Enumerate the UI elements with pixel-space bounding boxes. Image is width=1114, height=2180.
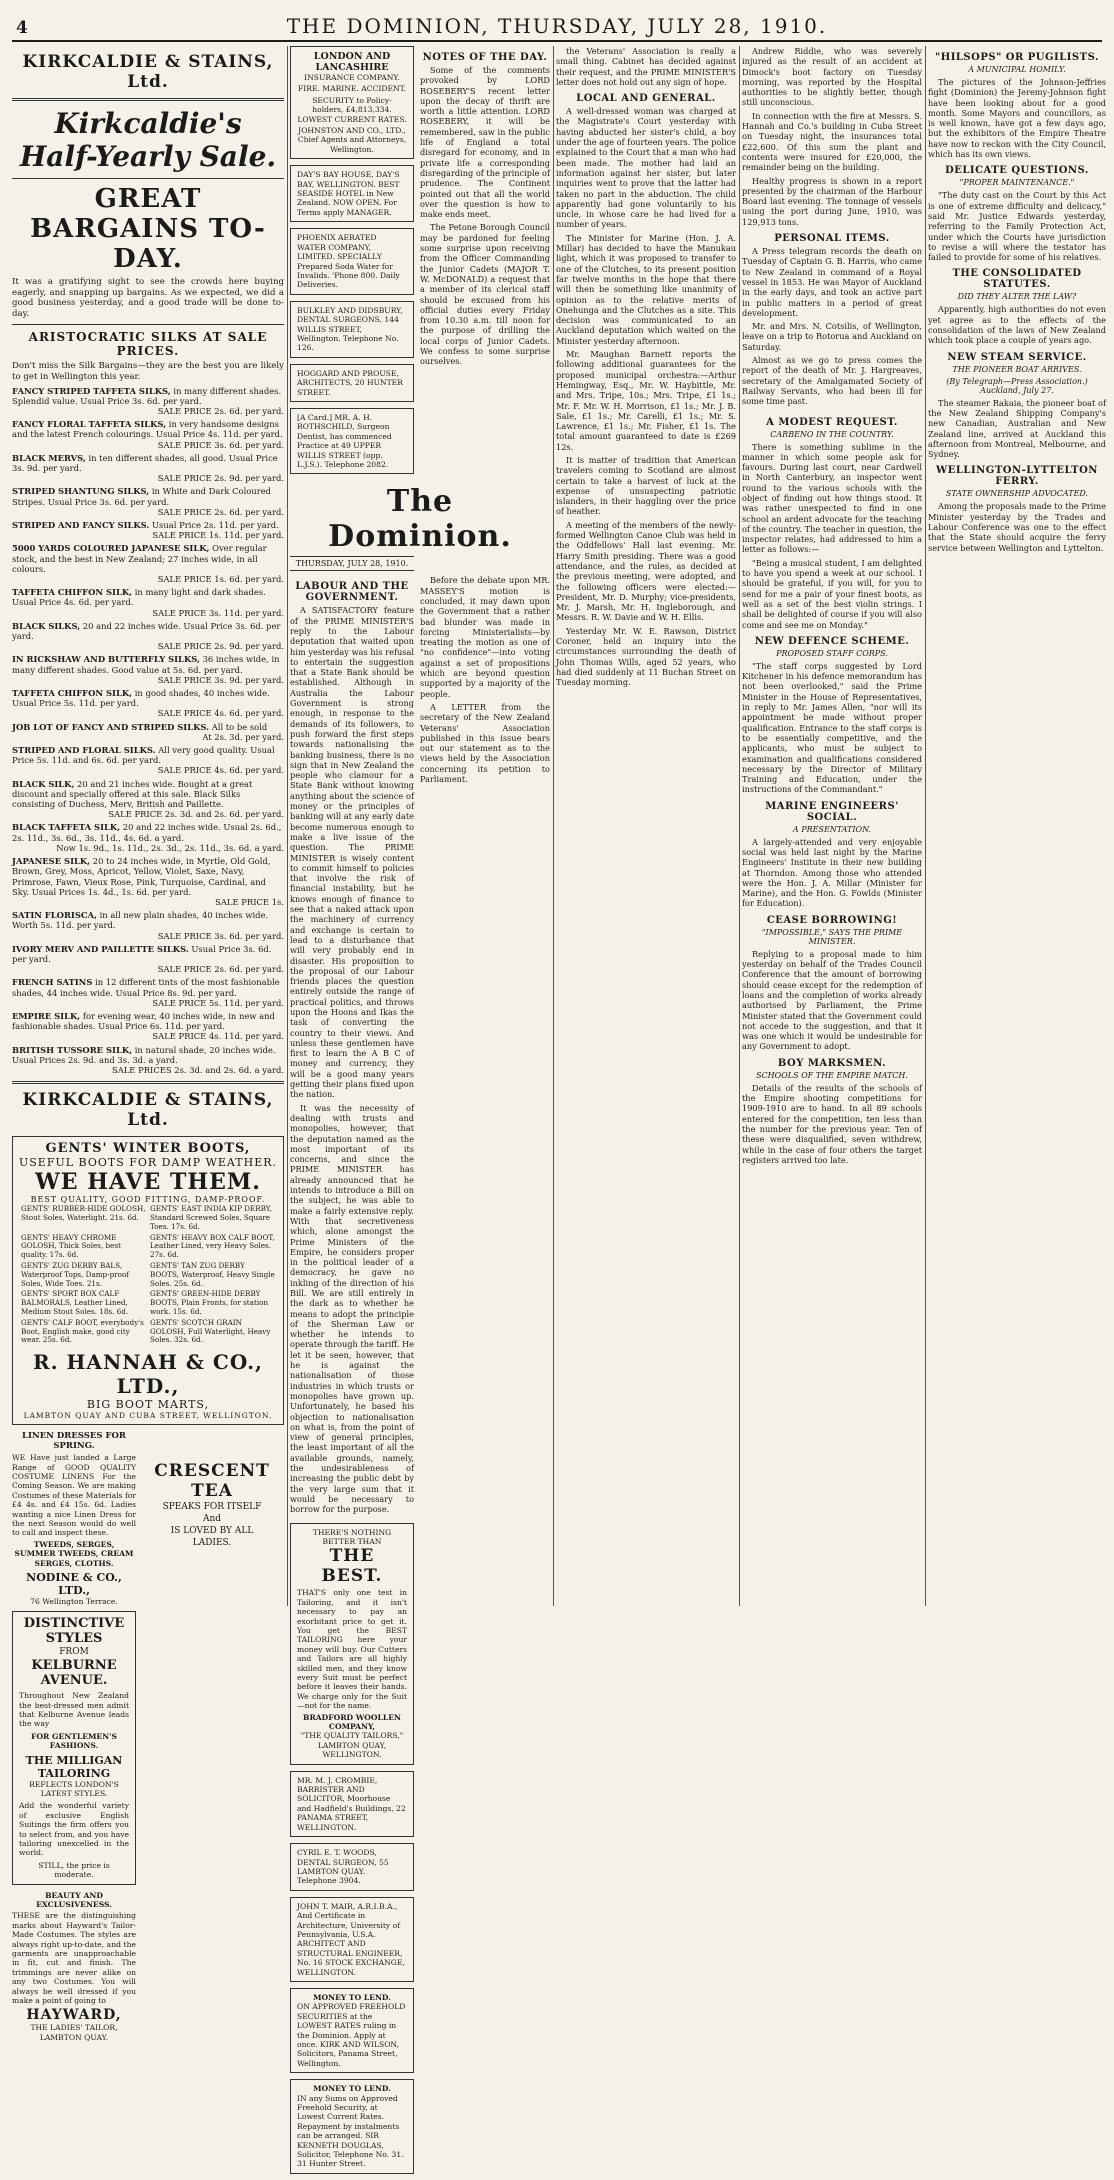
kelburne-advertisement <box>12 1611 136 1885</box>
silk-item <box>12 654 284 685</box>
modest-text-2: "Being a musical student, I am delighted to have you spend a week at our school. I should be grateful, if you will, for you to send for me a pair of your finest boots, as well as a set of the best violin strings. I shall be delighted of course if you will also come and see me on Monday." <box>742 557 922 630</box>
silk-item-description: 20 and 22 inches wide. Usual 2s. 6d., 2s. 11d., 3s. 6d., 3s. 11d., 4s. 6d. a yard. <box>12 822 282 843</box>
hilsops-text: The pictures of the Johnson-Jeffries fight (Dominion) the Jeremy-Johnson fight have been looking about for a good month. Some Mayors and councillors, as is well known, have got a few days ago, but the exhibitors of the Empire Theatre have now to reckon with the City Council, which has its own views. <box>928 77 1106 160</box>
bradford-advertisement <box>290 1523 414 1765</box>
silk-item <box>12 1045 284 1076</box>
silk-item <box>12 856 284 907</box>
woods-advertisement: CYRIL E. T. WOODS, DENTAL SURGEON, 55 LAMBTON QUAY. Telephone 3904. <box>290 1843 414 1891</box>
notes-of-the-day <box>420 46 550 480</box>
silks-section-title: ARISTOCRATIC SILKS AT SALE PRICES. <box>28 330 268 359</box>
bradford-line-1: THERE'S NOTHING BETTER THAN <box>312 1527 392 1546</box>
silk-item <box>12 419 284 450</box>
boots-cell: GENTS' SPORT BOX CALF BALMORALS, Leather Lined, Medium Stout Soles. 18s. 6d. <box>21 1289 129 1316</box>
boots-table <box>19 1204 277 1346</box>
bradford-address: LAMBTON QUAY, WELLINGTON. <box>317 1740 387 1760</box>
silk-item-name: TAFFETA CHIFFON SILK, <box>12 587 133 598</box>
boots-cell: GENTS' EAST INDIA KIP DERBY, Standard Screwed Soles, Square Toes. 17s. 6d. <box>150 1204 272 1231</box>
notes-continued <box>420 575 550 2179</box>
silk-item <box>12 745 284 776</box>
boots-row <box>19 1204 277 1232</box>
hayward-advertisement <box>12 1891 136 2043</box>
silk-item-name: IVORY MERV AND PAILLETTE SILKS. <box>12 943 189 954</box>
hilsops-subtitle: A MUNICIPAL HOMILY. <box>968 65 1066 74</box>
hayward-text: THESE are the distinguishing marks about Hayward's Tailor-Made Costumes. The styles are always right up-to-date, and the garments are unapproachable in fit, cut and finish. The trimmings are never alike on any two Costumes. You will always be well dressed if you make a point of going to <box>12 1911 136 2006</box>
lead-text-2: It was the necessity of dealing with trusts and monopolies, however, that the deputation named as the most important of its concerns, and since the PRIME MINISTER has already announced that he intends to introduce a Bill on the subject, he was able to make a fairly extensive reply. With that secretiveness which, alone amongst the Prime Ministers of the Empire, he considers proper in the political leader of a democracy, he gave no inkling of the direction of his Bill. We are still entirely in the dark as to whether he means to adopt the principle of the Sherman Law or whether he intends to operate through the tariff. He let it be seen, however, that he is against the nationalisation of those industries in which trusts or monopolies have grown up. Unfortunately, he based his objection to nationalisation on what is, from the point of view of general principles, the least important of all the available grounds, namely, the undesirableness of increasing the public debt by the very large sum that it would be necessary to borrow for the purpose. <box>290 1102 414 1515</box>
boots-row <box>19 1289 277 1317</box>
silk-item-price: SALE PRICE 2s. 9d. per yard. <box>157 641 284 652</box>
kelburne-line-4: KELBURNE <box>31 1658 117 1674</box>
notes-text-4: A LETTER from the secretary of the New Zealand Veterans' Association published in this issue bears out our statement as to the views held by the Association concerning its petition to Parliament. <box>420 701 550 785</box>
small-ads-left <box>290 46 414 480</box>
boots-row <box>19 1318 277 1346</box>
column-rule <box>739 46 740 1606</box>
crescent-tea-advertisement <box>142 1461 282 1549</box>
silk-item <box>12 722 284 742</box>
silk-item-name: 5000 YARDS COLOURED JAPANESE SILK, <box>12 543 210 554</box>
insurance-security: SECURITY to Policy-holders, £4,813,334. <box>312 95 392 115</box>
masthead <box>12 8 1102 42</box>
silk-item-list <box>12 386 284 1076</box>
silk-item <box>12 977 284 1008</box>
statutes-subtitle: DID THEY ALTER THE LAW? <box>957 292 1077 302</box>
silk-item-name: BLACK TAFFETA SILK, <box>12 822 121 833</box>
silk-item-name: BLACK MERVS, <box>12 452 86 463</box>
kelburne-line-1: DISTINCTIVE <box>23 1616 125 1632</box>
silk-item-description: in all new plain shades, 40 inches wide. Worth 5s. 11d. per yard. <box>12 910 269 931</box>
silk-item-description: in very handsome designs and the latest French colourings. Usual Price 4s. 11d. per yard. <box>12 419 283 440</box>
silk-item-description: in many light and dark shades. Usual Price 4s. 6d. per yard. <box>12 587 266 608</box>
lead-text-1: A SATISFACTORY feature of the PRIME MINISTER'S reply to the Labour deputation that waited upon him yesterday was his refusal to entertain the suggestion that a State Bank should be established. Although in Australia the Labour Government is strong enough, in response to the demands of its followers, to push forward the first steps towards nationalising the banking business, there is no sign that in New Zealand the people who clamour for a State Bank without knowing anything about the science of money or the principles of banking will at any early date become numerous enough to make a live issue of the question. The PRIME MINISTER is wisely content to commit himself to policies that involve the risk of financial instability, but he knows enough of finance to see that a naked attack upon the machinery of currency and exchange is certain to lead to a disturbance that will very probably end in disaster. His proposition to the proposal of our Labour friends places the question entirely outside the range of practical politics, and throws upon the Hoons and Ikas the task of converting the country to their views. And unless these gentlemen have first to learn the A B C of money and currency, they will be a good many years getting their plans fixed upon the nation. <box>290 605 414 1100</box>
harbour-board-text: Healthy progress is shown in a report presented by the chairman of the Harbour Board last evening. The tonnage of vessels using the port during June, 1910, was 129,913 tons. <box>742 175 922 227</box>
hayward-firm: HAYWARD, <box>26 2007 122 2024</box>
defence-subtitle: PROPOSED STAFF CORPS. <box>776 648 888 658</box>
mair-advertisement: JOHN T. MAIR, A.R.I.B.A., And Certificate in Architecture, University of Pennsylvania, U.S.A. ARCHITECT AND STRUCTURAL ENGINEER, No. 16 STOCK EXCHANGE, WELLINGTON. <box>290 1897 414 1982</box>
silk-item-price: SALE PRICE 2s. 6d. per yard. <box>157 964 284 975</box>
silk-item-price: SALE PRICES 2s. 3d. and 2s. 6d. a yard. <box>111 1064 284 1075</box>
bradford-text: THAT'S only one test in Tailoring, and it isn't necessary to pay an exorbitant price to get it. You get the BEST TAILORING here your money will buy. Our Cutters and Tailors are all highly skilled men, and they know every Suit must be perfect before it leaves their hands. We charge only for the Suit—not for the name. <box>297 1588 407 1711</box>
modest-subtitle: CARBENO IN THE COUNTRY. <box>770 429 894 439</box>
silk-item-price: SALE PRICE 4s. 6d. per yard. <box>157 708 284 719</box>
card-advertisement: [A Card.] MR. A. H. ROTHSCHILD, Surgeon Dentist, has commenced Practice at 49 UPPER WILLIS STREET (opp. L.J.S.). Telephone 2082. <box>290 408 414 474</box>
local-title: LOCAL AND GENERAL. <box>576 93 716 105</box>
silk-item-name: SATIN FLORISCA, <box>12 910 97 921</box>
kelburne-line-3: FROM <box>59 1647 89 1658</box>
silk-item-description: for evening wear, 40 inches wide, in new and fashionable shades. Usual Price 6s. 11d. per yard. <box>12 1010 275 1032</box>
insurance-title: LONDON AND LANCASHIRE <box>313 51 391 73</box>
cease-subtitle: "IMPOSSIBLE," SAYS THE PRIME MINISTER. <box>761 927 903 946</box>
boots-row <box>19 1233 277 1261</box>
phoenix-advertisement: PHOENIX AERATED WATER COMPANY, LIMITED. SPECIALLY Prepared Soda Water for Invalids. 'Phone 800. Daily Deliveries. <box>290 228 414 294</box>
linen-text: WE Have just landed a Large Range of GOOD QUALITY COSTUME LINENS For the Coming Season. We are making Costumes of these Materials for £4 4s. and £4 15s. 6d. Ladies wanting a nice Linen Dress for the next Season would do well to call and inspect these. <box>12 1453 136 1538</box>
notes-title: NOTES OF THE DAY. <box>422 52 548 63</box>
statutes-text: Apparently, high authorities do not even yet agree as to the effects of the consolidation of the laws of New Zealand which took place a couple of years ago. <box>928 304 1106 346</box>
ferry-text: Among the proposals made to the Prime Minister yesterday by the Trades and Labour Conference was one to the effect that the State should acquire the ferry service between Wellington and Lyttelton. <box>928 501 1106 553</box>
silk-item <box>12 587 284 618</box>
boy-title: BOY MARKSMEN. <box>777 1057 887 1069</box>
boots-cell: GENTS' RUBBER-HIDE GOLOSH, Stout Soles, Waterlight. 21s. 6d. <box>21 1204 146 1222</box>
boots-advertisement <box>12 1136 284 1425</box>
kelburne-line-5: AVENUE. <box>40 1673 108 1689</box>
silk-item <box>12 386 284 417</box>
column-rule <box>287 46 288 1606</box>
money-to-lend-1 <box>290 1988 414 2073</box>
silk-item-price: SALE PRICE 1s. <box>215 896 284 907</box>
days-bay-advertisement: DAY'S BAY HOUSE, DAY'S BAY, WELLINGTON. BEST SEASIDE HOTEL in New Zealand. NOW OPEN. For Terms apply MANAGER. <box>290 165 414 222</box>
marine-text: A largely-attended and very enjoyable social was held last night by the Marine Engineers' Institute in their new building at Thorndon. Among those who attended were the Hon. J. A. Millar (Minister for Marine), and the Hon. G. Fowlds (Minister for Education). <box>742 836 922 909</box>
silk-item-price: SALE PRICE 2s. 6d. per yard. <box>157 405 284 416</box>
bradford-subtitle: "THE QUALITY TAILORS," <box>300 1731 404 1741</box>
silk-item-price: SALE PRICE 4s. 11d. per yard. <box>152 1031 284 1042</box>
steam-text: The steamer Rakaia, the pioneer boat of the New Zealand Shipping Company's new Canadian, Australian and New Zealand line, arrived at Auckland this afternoon from Montreal, Melbourne, and Sydney. <box>928 397 1106 460</box>
cease-title: CEASE BORROWING! <box>766 914 898 926</box>
crescent-line-2: And <box>202 1514 222 1525</box>
page-number: 4 <box>16 18 28 38</box>
silk-item <box>12 910 284 941</box>
money-2-text: IN any Sums on Approved Freehold Security, at Lowest Current Rates. Repayment by instalments can be arranged. SIR KENNETH DOUGLAS, Solicitor, Telephone No. 31. 31 Hunter Street. <box>297 2093 404 2169</box>
silk-item-description: All very good quality. Usual Price 5s. 11d. and 6s. 6d. per yard. <box>12 745 275 766</box>
boots-big-line: WE HAVE THEM. <box>35 1169 261 1196</box>
hoggard-advertisement: HOGGARD AND PROUSE, ARCHITECTS, 20 HUNTER STREET. <box>290 364 414 402</box>
local-text-3: Mr. Maughan Barnett reports the following additional guarantees for the proposed municipal orchestra:—Arthur Hemingway, Esq., Mr. W. Haybittle, Mr. and Mrs. Tripe, 10s.; Mrs. Tripe, £1 1s.; Mr. F. Mr. W. H. Morrison, £1 1s.; Mr. J. B. Sale, £1 1s.; Mr. Carelli, £1 1s.; Mr. S. Lawrence, £1 1s.; Mr. Fisher, £1 1s. The total amount guaranteed to date is £269 12s. <box>556 349 736 452</box>
milligan-subtitle: REFLECTS LONDON'S LATEST STYLES. <box>29 1779 119 1798</box>
silk-item-price: Now 1s. 9d., 1s. 11d., 2s. 3d., 2s. 11d., 3s. 6d. a yard. <box>56 842 284 853</box>
boots-cell: GENTS' HEAVY BOX CALF BOOT, Leather Lined, very Heavy Soles. 27s. 6d. <box>150 1232 275 1260</box>
veterans-text: the Veterans' Association is really a small thing. Cabinet has decided against their request, and the PRIME MINISTER'S letter does not hold out any sign of hope. <box>556 46 736 87</box>
silk-item-price: SALE PRICE 2s. 3d. and 2s. 6d. per yard. <box>108 809 284 820</box>
ferry-title: WELLINGTON-LYTTELTON FERRY. <box>936 465 1098 488</box>
fire-insurance-text: In connection with the fire at Messrs. S. Hannah and Co.'s building in Cuba Street on Tuesday night, the insurances total £22,600. Of this sum the plant and contents were insured for £20,000, the remainder being on the building. <box>742 110 922 173</box>
kirkcaldie-brand-top: KIRKCALDIE & STAINS, Ltd. <box>22 52 274 92</box>
silk-item-description: Usual Price 3s. 6d. per yard. <box>12 943 272 964</box>
insurance-subtitle: INSURANCE COMPANY. <box>304 73 400 82</box>
silk-item-price: SALE PRICE 2s. 9d. per yard. <box>157 473 284 484</box>
general-news-column <box>742 46 922 1606</box>
silk-item-price: SALE PRICE 3s. 11d. per yard. <box>152 607 284 618</box>
silk-item-description: in many different shades. Splendid value. Usual Price 3s. 6d. per yard. <box>12 385 282 406</box>
silk-item-description: in ten different shades, all good. Usual Price 3s. 9d. per yard. <box>12 452 278 473</box>
silk-item-description: in White and Dark Coloured Stripes. Usual Price 3s. 6d. per yard. <box>12 486 272 507</box>
notes-text-3: Before the debate upon MR. MASSEY'S motion is concluded, it may dawn upon the Government that a rather bad blunder was made in forcing Ministerialists—by treating the motion as one of "no confidence"—into voting against a set of propositions which are beyond question supported by a majority of the people. <box>420 575 550 699</box>
silk-item-name: FANCY FLORAL TAFFETA SILKS, <box>12 419 167 430</box>
column-rule <box>925 46 926 1606</box>
insurance-kinds: FIRE. MARINE. ACCIDENT. <box>297 84 407 94</box>
kelburne-for: FOR GENTLEMEN'S FASHIONS. <box>31 1731 117 1751</box>
marine-subtitle: A PRESENTATION. <box>792 824 872 834</box>
sale-headline: GREAT BARGAINS TO-DAY. <box>30 184 266 274</box>
insurance-advertisement <box>290 46 414 159</box>
silk-item-price: SALE PRICE 2s. 6d. per yard. <box>157 506 284 517</box>
silk-item-price: SALE PRICE 1s. 11d. per yard. <box>152 530 284 541</box>
silk-item <box>12 543 284 584</box>
silk-item-price: SALE PRICE 1s. 6d. per yard. <box>157 574 284 585</box>
linen-title: LINEN DRESSES FOR SPRING. <box>21 1431 126 1452</box>
silk-item-price: SALE PRICE 3s. 6d. per yard. <box>157 439 284 450</box>
silk-item-price: SALE PRICE 4s. 6d. per yard. <box>157 765 284 776</box>
bradford-line-2: THE BEST. <box>321 1546 383 1587</box>
steam-byline: (By Telegraph—Press Association.) Auckland, July 27. <box>946 376 1088 395</box>
boy-text: Details of the results of the schools of the Empire shooting competitions for 1909-1910 are to hand. In all 89 schools entered for the competition, ten less than the number for the previous year. Ten of these were disqualified, seven withdrew, while in the case of four others the target registers arrived too late. <box>742 1082 922 1165</box>
money-1-title: MONEY TO LEND. <box>313 1992 391 2002</box>
silk-item <box>12 688 284 719</box>
cease-text: Replying to a proposal made to him yesterday on behalf of the Trades Council Conference that the amount of borrowing should cease except for the redemption of loans and the completion of works already authorised by Parliament, the Prime Minister stated that the Government could not accede to the suggestion, and that it was one which it would be undesirable for any Government to adopt. <box>742 948 922 1052</box>
kirkcaldie-brand-bottom: KIRKCALDIE & STAINS, Ltd. <box>22 1090 274 1131</box>
boy-subtitle: SCHOOLS OF THE EMPIRE MATCH. <box>756 1070 908 1080</box>
hannah-subtitle: BIG BOOT MARTS, <box>86 1398 210 1412</box>
boots-cell: GENTS' TAN ZUG DERBY BOOTS, Waterproof, Heavy Single Soles. 25s. 6d. <box>150 1260 275 1288</box>
marine-title: MARINE ENGINEERS' SOCIAL. <box>765 800 899 823</box>
silk-item-description: 20 and 22 inches wide. Usual Price 3s. 6d. per yard. <box>12 620 281 642</box>
lead-title: LABOUR AND THE GOVERNMENT. <box>295 581 409 604</box>
insurance-rates: LOWEST CURRENT RATES. <box>297 114 407 124</box>
sale-intro: It was a gratifying sight to see the crowds here buying eagerly, and snapping up bargains. As we expected, we did a good business yesterday, and a good trade will be done to-day. <box>12 277 284 319</box>
nodine-firm: NODINE & CO., LTD., <box>26 1570 122 1597</box>
silk-item-description: 20 and 21 inches wide. Bought at a great discount and specially offered at this sale. Black Silks consisting of Duchess, Merv, British and Paillette. <box>12 778 253 810</box>
linen-advertisement <box>12 1431 136 1606</box>
personal-text-2: Mr. and Mrs. N. Cotsilis, of Wellington, leave on a trip to Rotorua and Auckland on Saturday. <box>742 321 922 352</box>
dominion-masthead: The Dominion. <box>328 484 512 555</box>
inquest-text: Yesterday Mr. W. E. Rawson, District Coroner, held an inquiry into the circumstances surrounding the death of John Thomas Wills, aged 52 years, who had died suddenly at 11 Buchan Street on Tuesday morning. <box>556 625 736 688</box>
silk-item-description: in good shades, 40 inches wide. Usual Price 5s. 11d. per yard. <box>12 688 270 709</box>
features-column <box>928 46 1106 1606</box>
milligan-text: Add the wonderful variety of exclusive English Suitings the firm offers you to select from, and you have tailoring unexcelled in the world. <box>19 1801 129 1858</box>
silk-item-description: in 12 different tints of the most fashionable shades, 44 inches wide. Usual Price 8s. 9d. per yard. <box>12 977 280 998</box>
nodine-address: 76 Wellington Terrace. <box>30 1596 118 1606</box>
canoe-club-text: A meeting of the members of the newly-formed Wellington Canoe Club was held in the Oddfellows' Hall last evening. Mr. Harry Smith presiding. There was a good attendance, and the rules, as decided at the previous meeting, were adopted, and the following officers were elected:—President, Mr. D. Murphy; vice-presidents, Mr. J. Marsh, Mr. H. Ingleborough, and Messrs. R. W. Davie and W. H. Ellis. <box>556 519 736 623</box>
boots-tagline: BEST QUALITY, GOOD FITTING, DAMP-PROOF. <box>30 1195 266 1205</box>
kelburne-text: Throughout New Zealand the best-dressed men admit that Kelburne Avenue leads the way <box>19 1691 129 1729</box>
silk-item-name: FANCY STRIPED TAFFETA SILKS, <box>12 385 171 396</box>
crescent-line-1: SPEAKS FOR ITSELF <box>162 1502 262 1513</box>
delicate-subtitle: "PROPER MAINTENANCE." <box>959 178 1075 188</box>
hayward-subtitle: THE LADIES' TAILOR, <box>30 2023 118 2033</box>
local-text-2: The Minister for Marine (Hon. J. A. Millar) has decided to have the Manukau light, which it was proposed to transfer to one of the Clutches, to its present position far twelve months in the hope that there will then be something like unanimity of opinion as to the relative merits of Onehunga and the Clutches as a site. This decision was communicated to an Auckland deputation which waited on the Minister yesterday afternoon. <box>556 232 736 346</box>
silk-item-name: BLACK SILKS, <box>12 620 81 631</box>
advertisement-column-1 <box>12 46 284 2042</box>
silk-item-name: JAPANESE SILK, <box>12 856 91 867</box>
silk-item-description: Over regular stock, and the best in New Zealand; 27 inches wide, in all colours. <box>12 543 267 574</box>
silk-item-price: SALE PRICE 3s. 9d. per yard. <box>157 674 284 685</box>
crescent-line-4: LADIES. <box>192 1538 232 1549</box>
boots-subtitle: USEFUL BOOTS FOR DAMP WEATHER. <box>19 1156 278 1170</box>
crescent-line-3: IS LOVED BY ALL <box>170 1526 254 1537</box>
silk-item-name: FRENCH SATINS <box>12 977 93 988</box>
personal-title: PERSONAL ITEMS. <box>774 233 890 245</box>
silk-item <box>12 1011 284 1042</box>
modest-text-1: There is something sublime in the manner in which some people ask for favours. During last court, near Cardwell in North Canterbury, an inspector went round to the various schools with the object of finding out how things stood. It was rather unexpected to find in one school an ardent advocate for the teaching of the country. The teacher in question, the inspector relates, had addressed to him a letter as follows:— <box>742 441 922 555</box>
silk-item <box>12 621 284 652</box>
notes-text-2: The Petone Borough Council may be pardoned for feeling some surprise upon receiving from the Officer Commanding the Junior Cadets (MAJOR T. W. McDONALD) a request that a member of its clerical staff should be excused from his official duties every Friday from 10.30 a.m. till noon for the purpose of drilling the local corps of Junior Cadets. We confess to some surprise ourselves. <box>420 222 550 367</box>
milligan-firm: THE MILLIGAN TAILORING <box>25 1753 123 1780</box>
column-rule <box>553 46 554 1606</box>
local-text-4: It is matter of tradition that American travelers coming to Scotland are almost certain to take a harvest of luck at the expense of unsuspecting patriotic islanders, in their haggling over the price of heather. <box>556 454 736 517</box>
linen-extra: TWEEDS, SERGES, SUMMER TWEEDS, CREAM SERGES, CLOTHS. <box>14 1539 134 1568</box>
boots-cell: GENTS' ZUG DERBY BALS, Waterproof Tops, Damp-proof Soles, Wide Toes. 21s. <box>21 1260 129 1288</box>
steam-title: NEW STEAM SERVICE. <box>947 351 1087 363</box>
editorial-column <box>290 46 550 2169</box>
factory-accident-text: Andrew Riddie, who was severely injured as the result of an accident at Dimock's boot factory on Tuesday morning, was reported by the Hospital authorities to be slightly better, though still unconscious. <box>742 46 922 108</box>
newspaper-title: THE DOMINION, THURSDAY, JULY 28, 1910. <box>286 14 828 38</box>
silks-section-note: Don't miss the Silk Bargains—they are the best you are likely to get in Wellington this year. <box>12 361 284 382</box>
silk-item <box>12 944 284 975</box>
kelburne-line-2: STYLES <box>45 1631 103 1647</box>
defence-title: NEW DEFENCE SCHEME. <box>754 635 910 647</box>
boots-cell: GENTS' HEAVY CHROME GOLOSH, Thick Soles, best quality. 17s. 6d. <box>21 1232 121 1260</box>
silk-item-name: IN RICKSHAW AND BUTTERFLY SILKS, <box>12 654 200 665</box>
dominion-date: THURSDAY, JULY 28, 1910. <box>290 556 414 571</box>
personal-text-1: A Press telegram records the death on Tuesday of Captain G. B. Harris, who came to New Zealand in command of a Royal vessel in 1853. He was Mayor of Auckland in the early days, and took an active part in public matters in a period of great development. <box>742 246 922 318</box>
delicate-title: DELICATE QUESTIONS. <box>945 165 1089 177</box>
lead-article <box>290 575 414 2179</box>
boots-cell: GENTS' CALF BOOT, everybody's Boot, English make, good city wear. 25s. 6d. <box>21 1317 144 1345</box>
silk-item-price: SALE PRICE 3s. 6d. per yard. <box>157 930 284 941</box>
silk-item-name: TAFFETA CHIFFON SILK, <box>12 688 133 699</box>
silk-item-name: EMPIRE SILK, <box>12 1010 81 1021</box>
silk-item <box>12 453 284 484</box>
silk-item-description: 20 to 24 inches wide, in Myrtle, Old Gold, Brown, Grey, Moss, Apricot, Yellow, Violet, Saxe, Navy, Primrose, Fawn, Vieux Rose, Pink, Turquoise, Cardinal, and Sky. Usual Prices 1s. 4d., 1s. 6d. per yard. <box>12 856 271 897</box>
silk-item-name: STRIPED SHANTUNG SILKS, <box>12 486 150 497</box>
personal-text-3: Almost as we go to press comes the report of the death of Mr. J. Hargreaves, secretary of the Amalgamated Society of Railway Servants, who had been ill for some time past. <box>742 355 922 407</box>
hannah-firm: R. HANNAH & CO., LTD., <box>32 1350 263 1399</box>
statutes-title: THE CONSOLIDATED STATUTES. <box>952 268 1082 291</box>
silk-item-name: JOB LOT OF FANCY AND STRIPED SILKS. <box>12 721 210 732</box>
milligan-still: STILL, the price is moderate. <box>38 1860 110 1880</box>
sale-title: Kirkcaldie's Half-Yearly Sale. <box>19 107 277 173</box>
hannah-address: LAMBTON QUAY AND CUBA STREET, WELLINGTON. <box>23 1411 273 1421</box>
crescent-title: CRESCENT TEA <box>154 1461 270 1502</box>
bulkley-advertisement: BULKLEY AND DIDSBURY, DENTAL SURGEONS, 144 WILLIS STREET, Wellington. Telephone No. 126. <box>290 301 414 358</box>
silk-item-description: in natural shade, 20 inches wide. Usual Prices 2s. 9d. and 3s. 3d. a yard. <box>12 1044 276 1065</box>
silk-item-description: 36 inches wide, in many different shades. Good value at 5s. 6d. per yard. <box>12 654 280 675</box>
local-news-column <box>556 46 736 1606</box>
lower-ad-row <box>12 1431 284 1611</box>
silk-item <box>12 779 284 820</box>
silk-item <box>12 822 284 853</box>
silk-item-name: BRITISH TUSSORE SILK, <box>12 1044 133 1055</box>
crombie-advertisement: MR. M. J. CROMBIE, BARRISTER AND SOLICITOR, Moorhouse and Hadfield's Buildings, 22 PANAMA STREET, WELLINGTON. <box>290 1771 414 1837</box>
silk-item-price: SALE PRICE 5s. 11d. per yard. <box>152 997 284 1008</box>
local-text-1: A well-dressed woman was charged at the Magistrate's Court yesterday with having abducted her sister's child, a boy under the age of fourteen years. The police explained to the Court that a man who had been made. The mother had laid an information against her sister, but later inquiries went to prove that the latter had taken no part in the abduction. The child apparently had gone voluntarily to his uncle, in whose care he had lived for a number of years. <box>556 106 736 230</box>
steam-subtitle: THE PIONEER BOAT ARRIVES. <box>952 364 1082 374</box>
boots-title: GENTS' WINTER BOOTS, <box>45 1141 251 1157</box>
silk-item <box>12 486 284 517</box>
silk-item-name: STRIPED AND FLORAL SILKS. <box>12 745 156 756</box>
hayward-address: LAMBTON QUAY. <box>39 2032 109 2042</box>
modest-title: A MODEST REQUEST. <box>766 416 898 428</box>
silk-item-description: All to be sold <box>211 721 268 732</box>
silk-item-name: STRIPED AND FANCY SILKS. <box>12 520 150 530</box>
bradford-firm: BRADFORD WOOLLEN COMPANY, <box>303 1712 401 1732</box>
hayward-title: BEAUTY AND EXCLUSIVENESS. <box>36 1890 112 1910</box>
boots-row <box>19 1261 277 1289</box>
silk-item-name: BLACK SILK, <box>12 778 75 789</box>
money-1-text: ON APPROVED FREEHOLD SECURITIES at the LOWEST RATES ruling in the Dominion. Apply at once. KIRK AND WILSON, Solicitors, Panama Street, Wellington. <box>297 2002 406 2068</box>
boots-cell: GENTS' SCOTCH GRAIN GOLOSH, Full Waterlight, Heavy Soles. 32s. 6d. <box>150 1317 271 1345</box>
boots-cell: GENTS' GREEN-HIDE DERBY BOOTS, Plain Fronts, for station work. 15s. 6d. <box>150 1289 269 1316</box>
defence-text: "The staff corps suggested by Lord Kitchener in his defence memorandum has not been overlooked," said the Prime Minister in the House of Representatives, in reply to Mr. James Allen, "nor will its appointment be made without proper qualification. Entrance to the staff corps is to be essentially competitive, and the applicants, who must be subject to examination and qualifications considered necessary by the Director of Military Training and Education, under the instructions of the Commandant." <box>742 660 922 795</box>
silk-item <box>12 520 284 540</box>
money-2-title: MONEY TO LEND. <box>313 2084 391 2094</box>
delicate-text: "The duty cast on the Court by this Act is one of extreme difficulty and delicacy," said Mr. Justice Edwards yesterday, referring to the Family Protection Act, under which the Courts have jurisdiction to revise a will where the testator has failed to provide for some of his relatives. <box>928 190 1106 263</box>
notes-text-1: Some of the comments provoked by LORD ROSEBERY'S recent letter upon the decay of thrift are worth a little attention. LORD ROSEBERY, it will be remembered, saw in the public life of England a total disregard for economy, and in private life a corresponding disregarding of the principle of prudence. The Continent pointed out that all the world over the question is how to make ends meet. <box>420 65 550 220</box>
insurance-agents: JOHNSTON AND CO., LTD., Chief Agents and Attorneys, Wellington. <box>297 126 407 154</box>
silk-item-price: At 2s. 3d. per yard. <box>202 731 284 742</box>
silk-item-description: Usual Price 2s. 11d. per yard. <box>152 520 279 530</box>
hilsops-title: "HILSOPS" OR PUGILISTS. <box>935 52 1099 63</box>
money-to-lend-2 <box>290 2079 414 2174</box>
ferry-subtitle: STATE OWNERSHIP ADVOCATED. <box>945 489 1089 499</box>
